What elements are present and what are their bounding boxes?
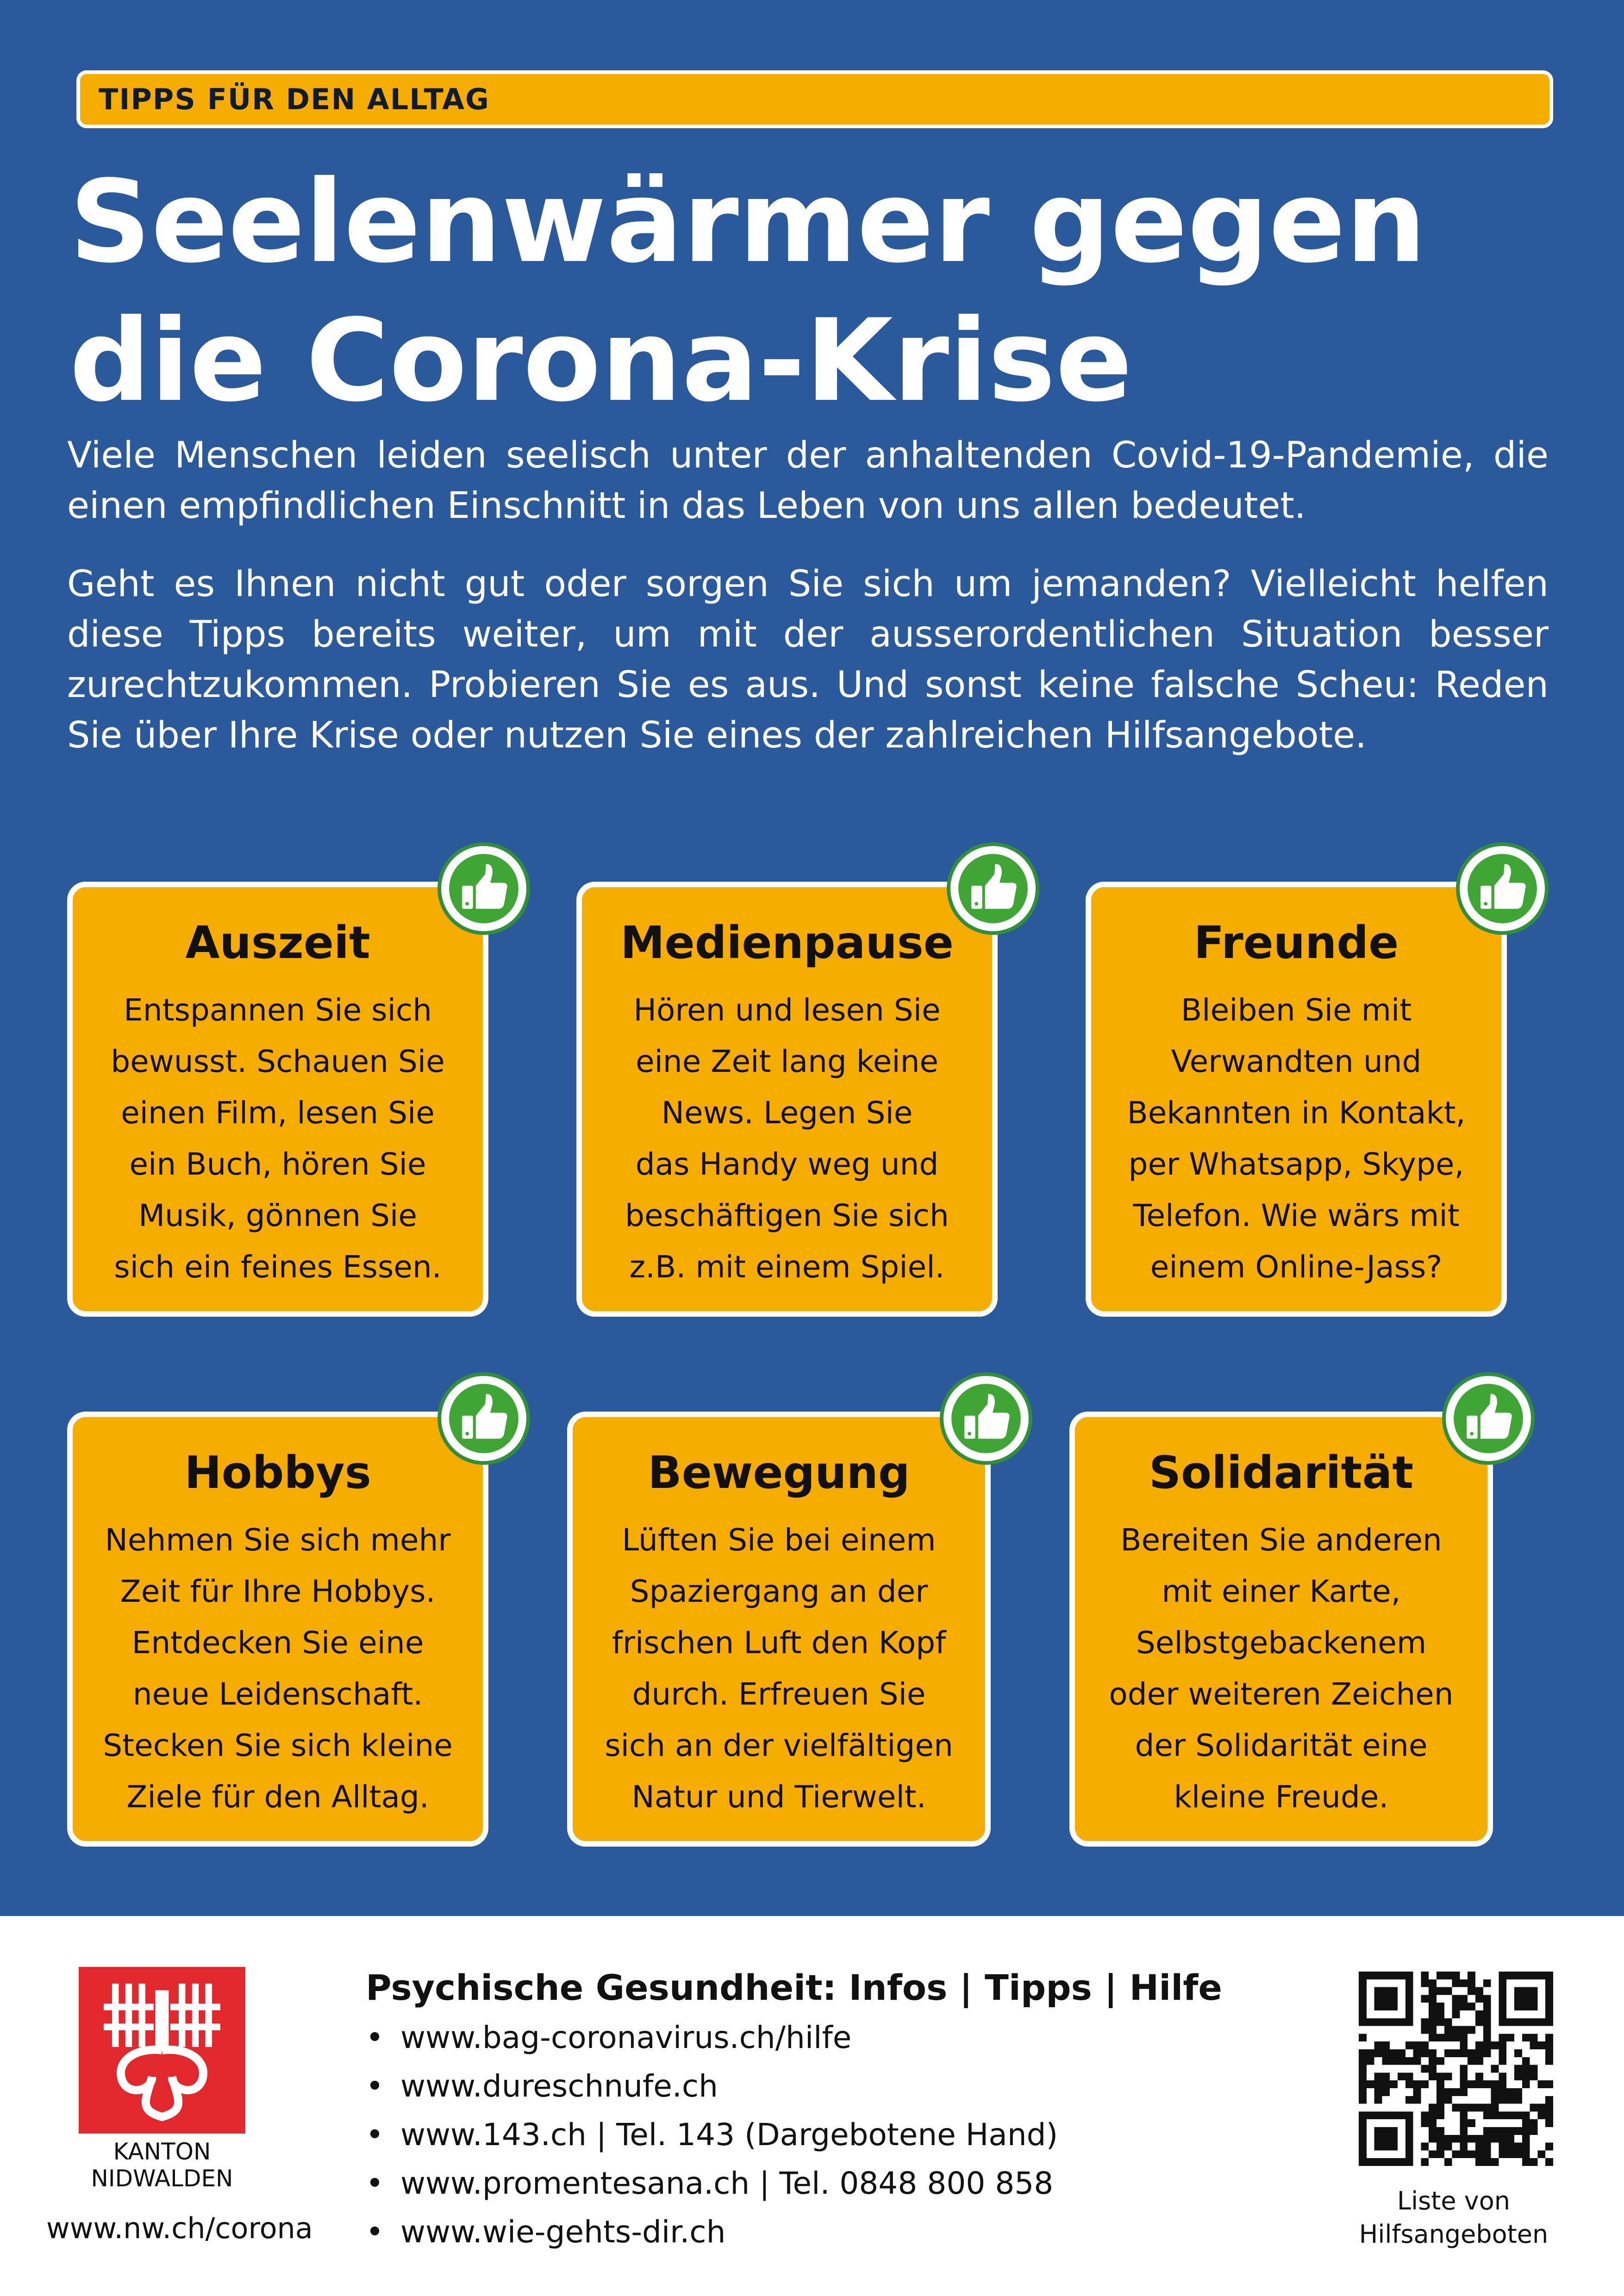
tip-card-medienpause (576, 882, 998, 1317)
title-line-2: die Corona-Krise (69, 295, 1133, 427)
tip-card-freunde (1086, 882, 1507, 1317)
tip-text (1085, 1514, 1477, 1823)
page-title (69, 153, 1551, 430)
title-line-1: Seelenwärmer gegen (69, 156, 1426, 288)
tip-line: Natur und Tierwelt. (631, 1779, 926, 1815)
qr-caption (1333, 2184, 1574, 2251)
tip-line: eine Zeit lang keine (635, 1044, 939, 1079)
help-link[interactable]: • www.wie-gehts-dir.ch (366, 2208, 1058, 2256)
tip-text (83, 984, 473, 1293)
tip-line: bewusst. Schauen Sie (111, 1044, 445, 1079)
tip-card-hobbys (67, 1412, 488, 1847)
thumbs-up-icon (437, 1372, 530, 1465)
website-link[interactable]: www.nw.ch/corona (46, 2211, 313, 2245)
tip-line: per Whatsapp, Skype, (1128, 1146, 1464, 1182)
nidwalden-coat-of-arms-icon (79, 1967, 245, 2134)
kicker-banner: TIPPS FÜR DEN ALLTAG (76, 70, 1553, 128)
tip-line: sich an der vielfältigen (605, 1728, 953, 1763)
tip-text (583, 1514, 975, 1823)
tip-text (1101, 984, 1491, 1293)
qr-caption-line: Hilfsangeboten (1359, 2220, 1549, 2249)
thumbs-up-icon (1456, 842, 1549, 935)
qr-caption-line: Liste von (1397, 2186, 1510, 2215)
tip-line: Verwandten und (1171, 1044, 1422, 1079)
tip-line: der Solidarität eine (1135, 1728, 1428, 1763)
tip-line: Nehmen Sie sich mehr (105, 1522, 451, 1558)
tip-line: z.B. mit einem Spiel. (629, 1249, 945, 1285)
intro-paragraph-1: Viele Menschen leiden seelisch unter der anhaltenden Covid-19-Pandemie, die einen empfindlichen Einschnitt in das Leben von uns allen bedeutet. (67, 435, 1549, 527)
help-link[interactable]: • www.promentesana.ch | Tel. 0848 800 858 (366, 2159, 1058, 2208)
intro-text (67, 430, 1549, 789)
tip-card-auszeit (67, 882, 488, 1317)
tip-title: Auszeit (185, 917, 370, 969)
tip-line: Bereiten Sie anderen (1120, 1522, 1442, 1558)
tip-card-bewegung (567, 1412, 991, 1847)
tip-text (83, 1514, 473, 1823)
help-links-list (366, 2013, 1058, 2256)
qr-code-icon[interactable] (1359, 1972, 1553, 2166)
tip-line: Selbstgebackenem (1136, 1625, 1427, 1661)
help-link[interactable]: • www.143.ch | Tel. 143 (Dargebotene Hand) (366, 2110, 1058, 2159)
tip-line: einem Online-Jass? (1150, 1249, 1443, 1285)
tip-line: Spaziergang an der (630, 1574, 928, 1609)
tip-line: Bekannten in Kontakt, (1127, 1095, 1466, 1131)
tip-title: Bewegung (648, 1447, 910, 1499)
thumbs-up-icon (1442, 1372, 1535, 1465)
intro-paragraph-2: Geht es Ihnen nicht gut oder sorgen Sie sich um jemanden? Vielleicht helfen diese Tipps bereits weiter, um mit der ausserordentlichen Situation besser zurechtzukommen. Probieren Sie es aus. Und sonst keine falsche Scheu: Reden Sie über Ihre Krise oder nutzen Sie eines der zahlreichen Hilfsangebote. (67, 563, 1549, 756)
tip-line: Hören und lesen Sie (633, 992, 941, 1028)
canton-line: KANTON (113, 2138, 211, 2165)
help-link[interactable]: • www.bag-coronavirus.ch/hilfe (366, 2013, 1058, 2062)
tip-line: einen Film, lesen Sie (121, 1095, 435, 1131)
tip-line: durch. Erfreuen Sie (632, 1676, 926, 1712)
tip-line: Zeit für Ihre Hobbys. (120, 1574, 436, 1609)
tip-line: Ziele für den Alltag. (126, 1779, 429, 1815)
help-link[interactable]: • www.dureschnufe.ch (366, 2062, 1058, 2110)
tip-title: Freunde (1193, 917, 1399, 969)
tip-line: beschäftigen Sie sich (625, 1198, 949, 1233)
tip-line: News. Legen Sie (661, 1095, 913, 1131)
tip-line: oder weiteren Zeichen (1109, 1676, 1454, 1712)
tip-line: neue Leidenschaft. (132, 1676, 423, 1712)
tip-line: Entdecken Sie eine (131, 1625, 424, 1661)
tip-text (592, 984, 982, 1293)
tip-line: Musik, gönnen Sie (138, 1198, 417, 1233)
tip-line: das Handy weg und (635, 1146, 939, 1182)
tip-line: kleine Freude. (1174, 1779, 1389, 1815)
tip-line: sich ein feines Essen. (114, 1249, 442, 1285)
tip-title: Hobbys (184, 1447, 371, 1499)
footer-title: Psychische Gesundheit: Infos | Tipps | Hilfe (366, 1967, 1222, 2008)
tip-title: Solidarität (1149, 1447, 1414, 1499)
canton-line: NIDWALDEN (91, 2165, 233, 2192)
tip-line: Stecken Sie sich kleine (103, 1728, 453, 1763)
tip-line: mit einer Karte, (1162, 1574, 1401, 1609)
thumbs-up-icon (940, 1372, 1032, 1465)
tip-line: Bleiben Sie mit (1181, 992, 1412, 1028)
thumbs-up-icon (437, 842, 530, 935)
tip-line: Entspannen Sie sich (124, 992, 432, 1028)
tip-line: ein Buch, hören Sie (129, 1146, 426, 1182)
tip-line: Lüften Sie bei einem (622, 1522, 936, 1558)
tip-line: Telefon. Wie wärs mit (1133, 1198, 1460, 1233)
tip-title: Medienpause (620, 917, 954, 969)
thumbs-up-icon (947, 842, 1039, 935)
canton-label (51, 2138, 273, 2192)
tip-line: frischen Luft den Kopf (612, 1625, 946, 1661)
tip-card-solidaritaet (1069, 1412, 1493, 1847)
